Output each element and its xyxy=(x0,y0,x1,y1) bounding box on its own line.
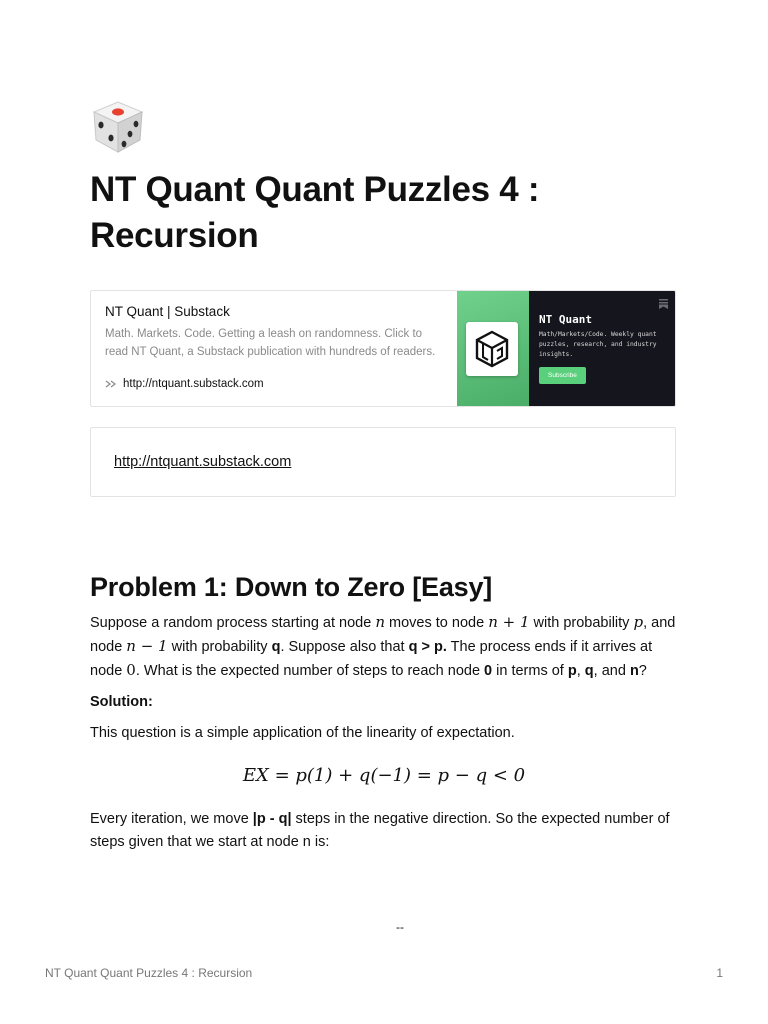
bookmark-card[interactable] xyxy=(90,290,676,407)
bookmark-icon xyxy=(659,299,668,309)
page-content xyxy=(90,96,678,854)
bookmark-url: http://ntquant.substack.com xyxy=(123,378,264,390)
solution-intro: This question is a simple application of the linearity of expectation. xyxy=(90,725,515,741)
page-number: 1 xyxy=(716,966,723,980)
footer-separator: -- xyxy=(396,920,404,934)
problem-1-heading: Problem 1: Down to Zero [Easy] xyxy=(90,572,493,602)
thumbnail-subscribe-button: Subscribe xyxy=(539,367,586,384)
expectation-equation: EX = p(1) + q(−1) = p − q < 0 xyxy=(242,765,526,786)
thumbnail-dark-panel xyxy=(529,291,675,407)
bookmark-description: Math. Markets. Code. Getting a leash on randomness. Click to read NT Quant, a Substack publication with hundreds of readers. xyxy=(105,328,436,358)
bookmark-text xyxy=(91,291,457,406)
thumbnail-tagline: Math/Markets/Code. Weekly quant puzzles, research, and industry insights. xyxy=(539,331,657,358)
nt-quant-logo xyxy=(466,322,518,376)
thumbnail-publication-name: NT Quant xyxy=(539,313,592,326)
solution-label: Solution: xyxy=(90,694,153,710)
problem-1-statement: Suppose a random process starting at node n moves to node n + 1 with probability p, and node n − 1 with probability q. Suppose also that q > p. The process ends if it arrives at node 0. What is the expected number of steps to reach node 0 in terms of p, q, and n? xyxy=(90,613,676,679)
page-title: NT Quant Quant Puzzles 4 : Recursion xyxy=(90,170,540,255)
substack-link[interactable]: http://ntquant.substack.com xyxy=(114,454,292,470)
substack-favicon-icon xyxy=(105,379,117,389)
thumbnail-green-panel xyxy=(457,291,529,407)
footer-title: NT Quant Quant Puzzles 4 : Recursion xyxy=(45,966,253,980)
dice-icon xyxy=(88,96,148,156)
cube-logo-icon xyxy=(472,329,512,369)
bookmark-thumbnail xyxy=(457,291,675,407)
bookmark-link[interactable] xyxy=(105,378,264,390)
bookmark-title: NT Quant | Substack xyxy=(105,304,230,319)
link-box xyxy=(90,427,676,497)
solution-explanation: Every iteration, we move |p - q| steps in the negative direction. So the expected number of steps given that we start at node n is: xyxy=(90,811,670,850)
